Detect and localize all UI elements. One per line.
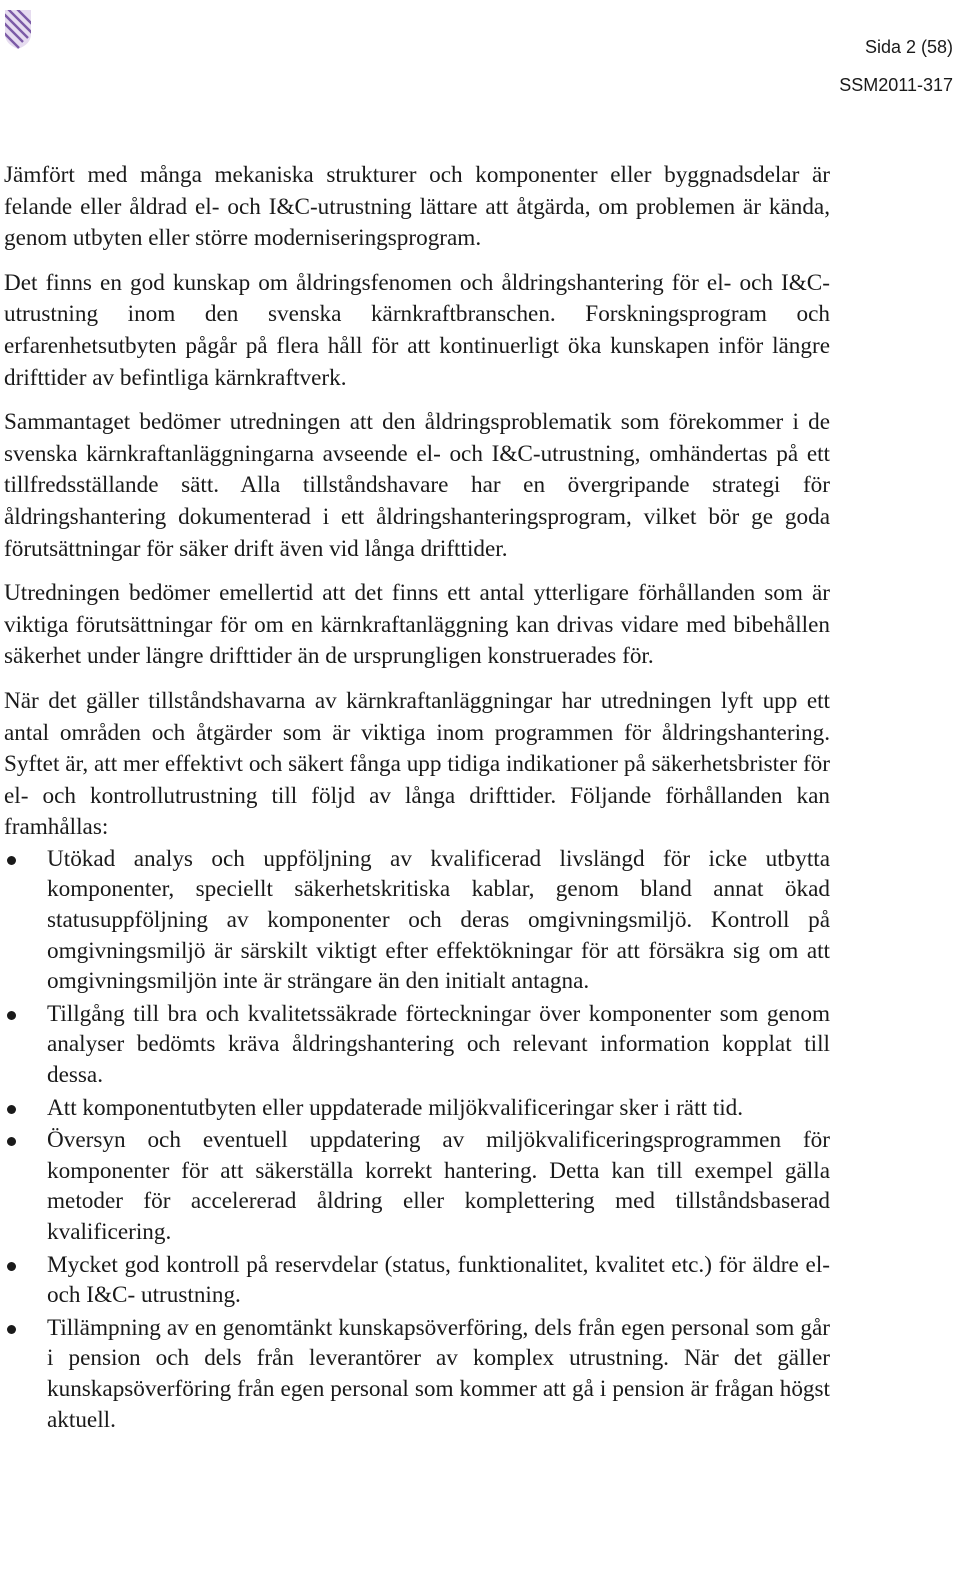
list-item: Att komponentutbyten eller uppdaterade miljökvalificeringar sker i rätt tid. <box>4 1093 830 1124</box>
document-reference: SSM2011-317 <box>839 75 953 95</box>
paragraph: När det gäller tillståndshavarna av kärnkraftanläggningar har utredningen lyft upp ett antal områden och åtgärder som är viktiga inom programmen för åldringshantering. Syftet är, att mer effektivt och säkert fånga upp tidiga indikationer på säkerhetsbrister för el- och kontrollutrustning till följd av långa drifttider. Följande förhållanden kan framhållas: <box>4 687 830 841</box>
paragraph: Utredningen bedömer emellertid att det finns ett antal ytterligare förhållanden som är viktiga förutsättningar för om en kärnkraftanläggning kan drivas vidare med bibehållen säkerhet under längre drifttider än de ursprungligen konstruerades för. <box>4 580 830 670</box>
paragraph: Jämfört med många mekaniska strukturer och komponenter eller byggnadsdelar är felande eller åldrad el- och I&C-utrustning lättare att åtgärda, om problemen är kända, genom utbyten eller större moderniseringsprogram. <box>4 162 830 252</box>
document-body <box>4 160 830 1437</box>
ssm-logo-icon <box>3 8 33 50</box>
list-item: Mycket god kontroll på reservdelar (status, funktionalitet, kvalitet etc.) för äldre el- och I&C- utrustning. <box>4 1250 830 1311</box>
page-header <box>839 28 953 104</box>
list-item: Utökad analys och uppföljning av kvalificerad livslängd för icke utbytta komponenter, speciellt säkerhetskritiska kablar, genom bland annat ökad statusuppföljning av komponenter och deras omgivningsmiljö. Kontroll på omgivningsmiljö är särskilt viktigt efter effektökningar för att försäkra sig om att omgivningsmiljön inte är strängare än den initialt antagna. <box>4 844 830 997</box>
paragraph: Sammantaget bedömer utredningen att den åldringsproblematik som förekommer i de svenska kärnkraftanläggningarna avseende el- och I&C-utrustning, omhändertas på ett tillfredsställande sätt. Alla tillståndshavare har en övergripande strategi för åldringshantering dokumenterad i ett åldringshanteringsprogram, vilket bör ge goda förutsättningar för säker drift även vid långa drifttider. <box>4 409 830 562</box>
list-item: Tillämpning av en genomtänkt kunskapsöverföring, dels från egen personal som går i pension och dels från leverantörer av komplex utrustning. När det gäller kunskapsöverföring från egen personal som kommer att gå i pension är frågan högst aktuell. <box>4 1313 830 1435</box>
page-number: Sida 2 (58) <box>864 37 953 57</box>
list-item: Översyn och eventuell uppdatering av miljökvalificeringsprogrammen för komponenter för att säkerställa korrekt hantering. Detta kan till exempel gälla metoder för accelererad åldring eller komplettering med tillståndsbaserad kvalificering. <box>4 1125 830 1247</box>
paragraph: Det finns en god kunskap om åldringsfenomen och åldringshantering för el- och I&C-utrustning inom den svenska kärnkraftbranschen. Forskningsprogram och erfarenhetsutbyten pågår på flera håll för att kontinuerligt öka kunskapen inför längre drifttider av befintliga kärnkraftverk. <box>4 269 830 391</box>
list-item: Tillgång till bra och kvalitetssäkrade förteckningar över komponenter som genom analyser bedömts kräva åldringshantering och relevant information kopplat till dessa. <box>4 999 830 1091</box>
bullet-list <box>4 844 830 1435</box>
